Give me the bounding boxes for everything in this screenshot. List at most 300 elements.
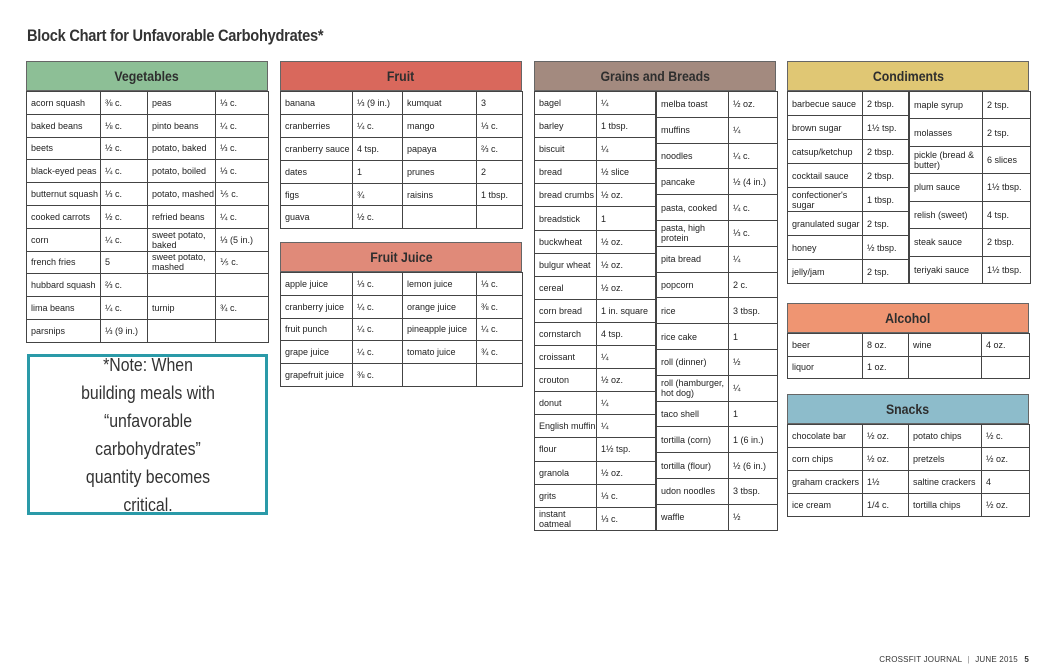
portion-cell: ½ oz. (597, 253, 656, 276)
table-row (535, 461, 656, 484)
food-item-cell: raisins (403, 183, 477, 206)
portion-cell: 1½ tbsp. (983, 174, 1031, 201)
food-item-cell: corn chips (788, 448, 863, 471)
portion-cell: 1 in. square (597, 299, 656, 322)
food-item-cell: relish (sweet) (910, 201, 983, 228)
condiments-right-table (909, 91, 1031, 284)
food-item-cell: pasta, high protein (657, 220, 729, 246)
table-row (657, 298, 778, 324)
fruit-juice-table (280, 272, 523, 387)
portion-cell (216, 274, 269, 297)
table-row (910, 146, 1031, 173)
food-item-cell: liquor (788, 356, 863, 379)
snacks-block (787, 394, 1029, 517)
table-row (281, 341, 523, 364)
table-row (910, 92, 1031, 119)
portion-cell: 2 tbsp. (863, 92, 909, 116)
table-row (27, 319, 269, 342)
food-item-cell: pancake (657, 169, 729, 195)
grains-header (534, 61, 776, 91)
portion-cell: ¼ c. (729, 195, 778, 221)
portion-cell: ⅜ c. (477, 295, 523, 318)
table-row (788, 164, 909, 188)
portion-cell: ½ oz. (597, 461, 656, 484)
portion-cell: ⅓ (9 in.) (101, 319, 148, 342)
food-item-cell: cranberry sauce (281, 137, 353, 160)
food-item-cell: grape juice (281, 341, 353, 364)
food-item-cell: noodles (657, 143, 729, 169)
portion-cell: ¾ c. (216, 297, 269, 320)
portion-cell: ¼ c. (216, 114, 269, 137)
portion-cell: ½ oz. (982, 494, 1030, 517)
table-row (535, 392, 656, 415)
portion-cell: 8 oz. (863, 334, 909, 357)
food-item-cell: parsnips (27, 319, 101, 342)
portion-cell: ⅜ c. (353, 364, 403, 387)
table-row (910, 174, 1031, 201)
food-item-cell: tortilla (corn) (657, 427, 729, 453)
portion-cell: ½ c. (353, 206, 403, 229)
food-item-cell: English muffin (535, 415, 597, 438)
food-item-cell: cranberry juice (281, 295, 353, 318)
table-row (27, 274, 269, 297)
portion-cell: ½ oz. (597, 230, 656, 253)
food-item-cell: grapefruit juice (281, 364, 353, 387)
table-row (281, 364, 523, 387)
food-item-cell: beets (27, 137, 101, 160)
portion-cell: ⅔ c. (101, 274, 148, 297)
portion-cell: 1 (597, 207, 656, 230)
food-item-cell: biscuit (535, 138, 597, 161)
portion-cell: ½ (4 in.) (729, 169, 778, 195)
table-row (910, 119, 1031, 146)
food-item-cell: guava (281, 206, 353, 229)
table-row (657, 324, 778, 350)
food-item-cell: pickle (bread & butter) (910, 146, 983, 173)
food-item-cell: granulated sugar (788, 212, 863, 236)
fruit-juice-header (280, 242, 522, 272)
table-row (788, 334, 1030, 357)
portion-cell: 4 tsp. (353, 137, 403, 160)
food-item-cell: apple juice (281, 273, 353, 296)
portion-cell: ½ oz. (597, 369, 656, 392)
portion-cell: ⅓ c. (101, 183, 148, 206)
food-item-cell: mango (403, 114, 477, 137)
portion-cell: 3 tbsp. (729, 298, 778, 324)
portion-cell: ¼ (597, 346, 656, 369)
portion-cell: 4 tsp. (983, 201, 1031, 228)
food-item-cell: confectioner's sugar (788, 188, 863, 212)
table-row (657, 478, 778, 504)
table-row (657, 427, 778, 453)
table-row (788, 425, 1030, 448)
food-item-cell: udon noodles (657, 478, 729, 504)
food-item-cell: buckwheat (535, 230, 597, 253)
portion-cell: ½ (729, 349, 778, 375)
table-row (657, 169, 778, 195)
portion-cell: ⅓ c. (353, 273, 403, 296)
portion-cell: 1½ (863, 471, 909, 494)
portion-cell: 4 (982, 471, 1030, 494)
condiments-left-table (787, 91, 909, 284)
food-item-cell: steak sauce (910, 229, 983, 256)
vegetables-title: Vegetables (114, 68, 180, 84)
food-item-cell: pinto beans (148, 114, 216, 137)
food-item-cell: cocktail sauce (788, 164, 863, 188)
table-row (788, 260, 909, 284)
table-row (281, 92, 523, 115)
table-row (535, 230, 656, 253)
portion-cell: ½ c. (101, 205, 148, 228)
portion-cell: 4 oz. (982, 334, 1030, 357)
food-item-cell: corn bread (535, 299, 597, 322)
food-item-cell: roll (hamburger, hot dog) (657, 375, 729, 401)
food-item-cell: molasses (910, 119, 983, 146)
table-row (657, 195, 778, 221)
table-row (535, 184, 656, 207)
table-row (281, 183, 523, 206)
table-row (27, 228, 269, 251)
portion-cell: ¼ c. (353, 114, 403, 137)
table-row (657, 504, 778, 530)
portion-cell: ¼ (597, 138, 656, 161)
table-row (535, 438, 656, 461)
portion-cell (477, 206, 523, 229)
portion-cell: ½ slice (597, 161, 656, 184)
portion-cell: 1 (6 in.) (729, 427, 778, 453)
food-item-cell: popcorn (657, 272, 729, 298)
portion-cell: ¼ (729, 375, 778, 401)
table-row (788, 140, 909, 164)
portion-cell: ⅓ c. (216, 160, 269, 183)
food-item-cell: tomato juice (403, 341, 477, 364)
portion-cell: ½ oz. (597, 276, 656, 299)
portion-cell: ½ (6 in.) (729, 453, 778, 479)
table-row (788, 92, 909, 116)
table-row (657, 272, 778, 298)
grains-block (534, 61, 776, 531)
portion-cell: ¼ (597, 392, 656, 415)
portion-cell: ⅜ c. (101, 92, 148, 115)
food-item-cell: pretzels (909, 448, 982, 471)
portion-cell: ⅓ c. (729, 220, 778, 246)
food-item-cell: fruit punch (281, 318, 353, 341)
food-item-cell: catsup/ketchup (788, 140, 863, 164)
table-row (281, 295, 523, 318)
portion-cell: ½ tbsp. (863, 236, 909, 260)
table-row (281, 318, 523, 341)
portion-cell: ½ c. (982, 425, 1030, 448)
food-item-cell: grits (535, 484, 597, 507)
portion-cell: 1½ tbsp. (983, 256, 1031, 283)
food-item-cell: chocolate bar (788, 425, 863, 448)
table-row (535, 161, 656, 184)
portion-cell: 2 (477, 160, 523, 183)
portion-cell (477, 364, 523, 387)
food-item-cell: cranberries (281, 114, 353, 137)
footer-journal: CROSSFIT JOURNAL (879, 655, 963, 664)
portion-cell (216, 319, 269, 342)
food-item-cell: graham crackers (788, 471, 863, 494)
table-row (657, 453, 778, 479)
portion-cell: ¼ (597, 415, 656, 438)
food-item-cell: saltine crackers (909, 471, 982, 494)
table-row (788, 116, 909, 140)
food-item-cell (403, 364, 477, 387)
table-row (27, 160, 269, 183)
table-row (535, 346, 656, 369)
table-row (535, 138, 656, 161)
table-row (788, 471, 1030, 494)
portion-cell: ⅓ c. (477, 273, 523, 296)
table-row (657, 246, 778, 272)
table-row (281, 206, 523, 229)
portion-cell: ¼ c. (353, 295, 403, 318)
portion-cell: 2 tbsp. (863, 140, 909, 164)
food-item-cell: melba toast (657, 92, 729, 118)
table-row (535, 507, 656, 530)
food-item-cell: bread (535, 161, 597, 184)
food-item-cell: papaya (403, 137, 477, 160)
fruit-juice-block (280, 242, 522, 387)
food-item-cell: taco shell (657, 401, 729, 427)
grains-right-table (656, 91, 778, 531)
alcohol-block (787, 303, 1029, 379)
alcohol-table (787, 333, 1030, 379)
portion-cell: 5 (101, 251, 148, 274)
portion-cell: 1 tbsp. (863, 188, 909, 212)
table-row (535, 369, 656, 392)
portion-cell: ½ c. (101, 137, 148, 160)
portion-cell: ¼ c. (101, 297, 148, 320)
fruit-header (280, 61, 522, 91)
snacks-header (787, 394, 1029, 424)
alcohol-header (787, 303, 1029, 333)
table-row (535, 207, 656, 230)
food-item-cell: acorn squash (27, 92, 101, 115)
portion-cell: 3 (477, 92, 523, 115)
table-row (535, 276, 656, 299)
portion-cell: ¼ c. (477, 318, 523, 341)
table-row (27, 297, 269, 320)
food-item-cell: muffins (657, 117, 729, 143)
table-row (27, 114, 269, 137)
portion-cell: ¼ c. (353, 341, 403, 364)
portion-cell: ½ oz. (863, 425, 909, 448)
condiments-header (787, 61, 1029, 91)
portion-cell: 4 tsp. (597, 322, 656, 345)
food-item-cell: teriyaki sauce (910, 256, 983, 283)
portion-cell: ½ oz. (863, 448, 909, 471)
table-row (788, 236, 909, 260)
portion-cell (982, 356, 1030, 379)
portion-cell: ⅓ c. (477, 114, 523, 137)
food-item-cell: potato, mashed (148, 183, 216, 206)
food-item-cell: potato chips (909, 425, 982, 448)
fruit-block (280, 61, 522, 229)
food-item-cell: pita bread (657, 246, 729, 272)
table-row (27, 92, 269, 115)
table-row (788, 356, 1030, 379)
note-text: *Note: When building meals with “unfavorable carbohydrates” quantity becomes critical. (80, 354, 215, 515)
table-row (535, 322, 656, 345)
portion-cell: 1 (353, 160, 403, 183)
food-item-cell: pineapple juice (403, 318, 477, 341)
food-item-cell (148, 319, 216, 342)
table-row (535, 415, 656, 438)
table-row (910, 256, 1031, 283)
portion-cell: ⅛ c. (101, 114, 148, 137)
portion-cell: ½ oz. (729, 92, 778, 118)
table-row (281, 114, 523, 137)
table-row (657, 401, 778, 427)
food-item-cell: bulgur wheat (535, 253, 597, 276)
food-item-cell: barley (535, 115, 597, 138)
portion-cell: ⅔ c. (477, 137, 523, 160)
footer-separator: | (967, 655, 970, 664)
food-item-cell: roll (dinner) (657, 349, 729, 375)
table-row (27, 205, 269, 228)
fruit-juice-title: Fruit Juice (369, 249, 433, 265)
food-item-cell: black-eyed peas (27, 160, 101, 183)
portion-cell: ⅓ c. (597, 507, 656, 530)
grains-title: Grains and Breads (600, 68, 710, 84)
portion-cell: ⅓ (9 in.) (353, 92, 403, 115)
food-item-cell: tortilla chips (909, 494, 982, 517)
food-item-cell: flour (535, 438, 597, 461)
food-item-cell: donut (535, 392, 597, 415)
portion-cell: 1 tbsp. (477, 183, 523, 206)
table-row (910, 201, 1031, 228)
table-row (657, 375, 778, 401)
food-item-cell: turnip (148, 297, 216, 320)
food-item-cell: baked beans (27, 114, 101, 137)
portion-cell: ⅓ c. (216, 137, 269, 160)
food-item-cell: lima beans (27, 297, 101, 320)
table-row (535, 253, 656, 276)
table-row (535, 299, 656, 322)
food-item-cell: sweet potato, mashed (148, 251, 216, 274)
table-row (910, 229, 1031, 256)
food-item-cell: honey (788, 236, 863, 260)
food-item-cell: barbecue sauce (788, 92, 863, 116)
table-row (657, 220, 778, 246)
portion-cell: ½ (729, 504, 778, 530)
portion-cell: ¼ c. (101, 160, 148, 183)
food-item-cell: refried beans (148, 205, 216, 228)
food-item-cell: lemon juice (403, 273, 477, 296)
snacks-title: Snacks (886, 401, 930, 417)
food-item-cell: maple syrup (910, 92, 983, 119)
food-item-cell: peas (148, 92, 216, 115)
portion-cell: 2 tbsp. (983, 229, 1031, 256)
food-item-cell: dates (281, 160, 353, 183)
food-item-cell: kumquat (403, 92, 477, 115)
portion-cell: 1/4 c. (863, 494, 909, 517)
portion-cell: 2 tsp. (863, 260, 909, 284)
footer-page-number: 5 (1024, 655, 1029, 664)
table-row (657, 117, 778, 143)
food-item-cell: tortilla (flour) (657, 453, 729, 479)
food-item-cell: cornstarch (535, 322, 597, 345)
food-item-cell: bread crumbs (535, 184, 597, 207)
vegetables-block (26, 61, 268, 343)
page-footer (879, 655, 1029, 664)
food-item-cell: hubbard squash (27, 274, 101, 297)
food-item-cell: figs (281, 183, 353, 206)
food-item-cell: corn (27, 228, 101, 251)
portion-cell: 2 tbsp. (863, 164, 909, 188)
food-item-cell: croissant (535, 346, 597, 369)
table-row (657, 92, 778, 118)
table-row (27, 251, 269, 274)
portion-cell: 1½ tsp. (597, 438, 656, 461)
food-item-cell: butternut squash (27, 183, 101, 206)
portion-cell: ⅓ c. (597, 484, 656, 507)
fruit-title: Fruit (387, 68, 415, 84)
portion-cell: 2 tsp. (863, 212, 909, 236)
table-row (788, 494, 1030, 517)
portion-cell: ⅕ c. (216, 183, 269, 206)
food-item-cell: prunes (403, 160, 477, 183)
food-item-cell: plum sauce (910, 174, 983, 201)
page-title: Block Chart for Unfavorable Carbohydrates* (27, 26, 324, 45)
vegetables-table (26, 91, 269, 343)
portion-cell: 1½ tsp. (863, 116, 909, 140)
food-item-cell: breadstick (535, 207, 597, 230)
portion-cell: 6 slices (983, 146, 1031, 173)
food-item-cell: instant oatmeal (535, 507, 597, 530)
table-row (657, 349, 778, 375)
food-item-cell: beer (788, 334, 863, 357)
food-item-cell: granola (535, 461, 597, 484)
food-item-cell: brown sugar (788, 116, 863, 140)
table-row (535, 115, 656, 138)
food-item-cell: rice cake (657, 324, 729, 350)
food-item-cell (909, 356, 982, 379)
table-row (27, 137, 269, 160)
snacks-table (787, 424, 1030, 517)
footer-date: JUNE 2015 (975, 655, 1018, 664)
portion-cell: 3 tbsp. (729, 478, 778, 504)
table-row (535, 92, 656, 115)
portion-cell: ¼ (729, 117, 778, 143)
grains-left-table (534, 91, 656, 531)
portion-cell: 2 tsp. (983, 119, 1031, 146)
table-row (27, 183, 269, 206)
vegetables-header (26, 61, 268, 91)
food-item-cell (148, 274, 216, 297)
food-item-cell: rice (657, 298, 729, 324)
portion-cell: 1 (729, 324, 778, 350)
table-row (281, 160, 523, 183)
table-row (657, 143, 778, 169)
portion-cell: 1 (729, 401, 778, 427)
food-item-cell: jelly/jam (788, 260, 863, 284)
table-row (281, 273, 523, 296)
note-box (27, 354, 268, 515)
portion-cell: ¼ c. (729, 143, 778, 169)
portion-cell: ¼ c. (101, 228, 148, 251)
table-row (788, 212, 909, 236)
food-item-cell: orange juice (403, 295, 477, 318)
food-item-cell: pasta, cooked (657, 195, 729, 221)
food-item-cell: french fries (27, 251, 101, 274)
table-row (535, 484, 656, 507)
food-item-cell: banana (281, 92, 353, 115)
food-item-cell: bagel (535, 92, 597, 115)
portion-cell: ¼ (597, 92, 656, 115)
